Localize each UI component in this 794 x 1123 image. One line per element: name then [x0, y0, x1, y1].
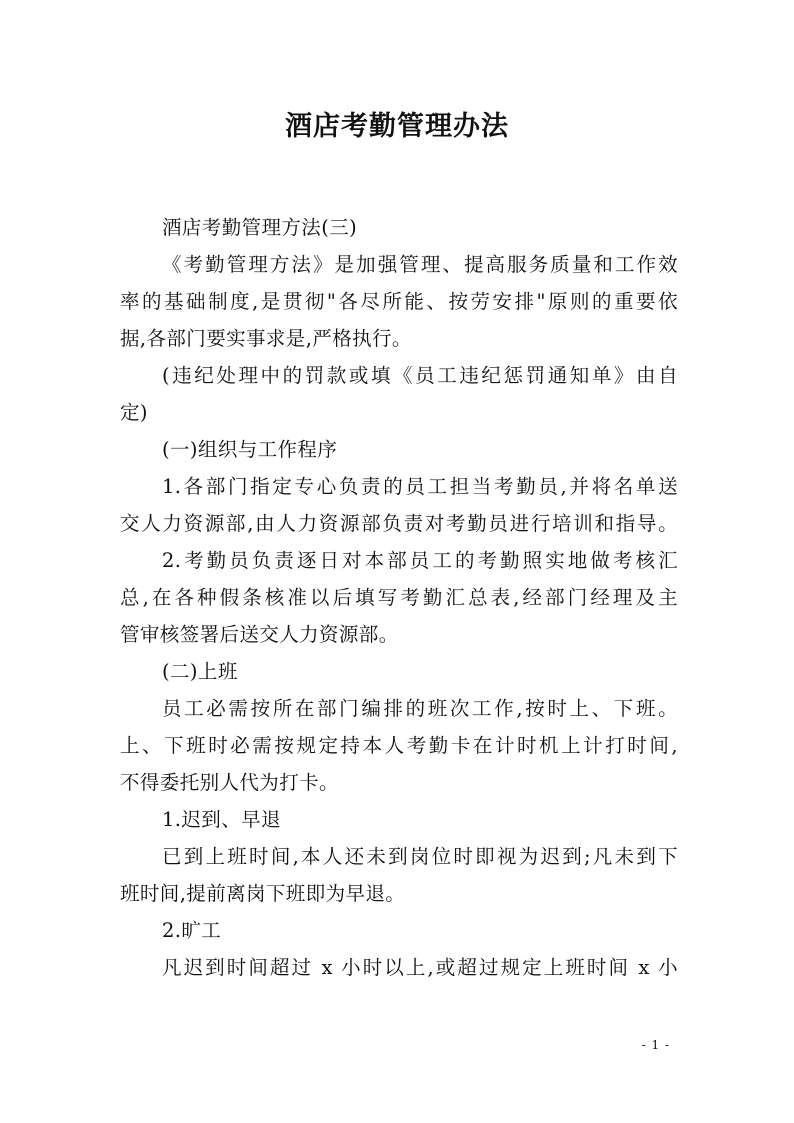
paragraph-line: 管审核签署后送交人力资源部。 [120, 623, 399, 646]
paragraph-line: 凡迟到时间超过 x 小时以上,或超过规定上班时间 x 小 [162, 956, 678, 979]
paragraph-line: 1.各部门指定专心负责的员工担当考勤员,并将名单送 [162, 475, 678, 498]
subsection-heading: 1.迟到、早退 [162, 808, 281, 831]
paragraph-line: 总,在各种假条核准以后填写考勤汇总表,经部门经理及主 [120, 586, 678, 609]
paragraph-line: 据,各部门要实事求是,严格执行。 [120, 327, 412, 350]
paragraph-line: 已到上班时间,本人还未到岗位时即视为迟到;凡未到下 [162, 845, 678, 868]
paragraph-line: 班时间,提前离岗下班即为早退。 [120, 882, 406, 905]
paragraph-line: 员工必需按所在部门编排的班次工作,按时上、下班。 [162, 697, 678, 720]
subsection-heading: 2.旷工 [162, 919, 222, 942]
section-heading: (二)上班 [162, 660, 238, 683]
paragraph-line: 上、下班时必需按规定持本人考勤卡在计时机上计打时间, [120, 734, 678, 757]
document-title: 酒店考勤管理办法 [285, 111, 509, 142]
paragraph-line: (违纪处理中的罚款或填《员工违纪惩罚通知单》由自 [162, 364, 678, 387]
page-number: - 1 - [641, 1038, 670, 1052]
paragraph-line: 定) [120, 401, 148, 424]
section-heading: 酒店考勤管理方法(三) [162, 216, 358, 239]
paragraph-line: 2.考勤员负责逐日对本部员工的考勤照实地做考核汇 [162, 549, 678, 572]
paragraph-line: 交人力资源部,由人力资源部负责对考勤员进行培训和指导。 [120, 512, 678, 535]
paragraph-line: 《考勤管理方法》是加强管理、提高服务质量和工作效 [162, 253, 678, 276]
paragraph-line: 不得委托别人代为打卡。 [120, 771, 339, 794]
paragraph-line: 率的基础制度,是贯彻"各尽所能、按劳安排"原则的重要依 [120, 290, 678, 313]
document-body [120, 209, 678, 986]
section-heading: (一)组织与工作程序 [162, 438, 338, 461]
